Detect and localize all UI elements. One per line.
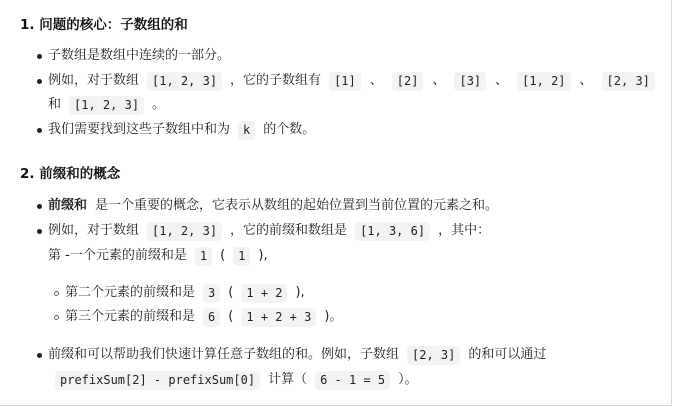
inline-code: 1 + 2: [241, 284, 287, 303]
bullet-dot: [37, 128, 42, 133]
inline-code: [2]: [392, 72, 424, 91]
inline-code: 6 - 1 = 5: [315, 371, 390, 390]
inline-code: [3]: [454, 72, 486, 91]
sub-bullet: [54, 315, 59, 320]
inline-code: [2, 3]: [602, 72, 655, 91]
inline-code: [1]: [329, 72, 361, 91]
list-item: [48, 71, 655, 91]
paren: (: [228, 309, 234, 324]
inline-code: 1: [233, 247, 250, 266]
usage-text: 的和可以通过: [468, 347, 547, 362]
inline-code: [2, 3]: [407, 346, 460, 365]
subarray-definition: 子数组是数组中连续的一部分。: [48, 48, 231, 63]
inline-code: 6: [203, 308, 220, 327]
paren: )。: [324, 309, 343, 324]
inline-code: [1, 2, 3]: [69, 96, 144, 115]
example-text: ，它的前缀和数组是: [230, 223, 348, 238]
section-heading-1: 1. 问题的核心：子数组的和: [20, 17, 188, 33]
goal-text: 的个数。: [263, 122, 316, 137]
separator: 、: [369, 73, 383, 88]
inline-code: 3: [203, 284, 220, 303]
inline-code: [1, 3, 6]: [355, 222, 430, 241]
bullet-dot: [37, 229, 42, 234]
example-text: 例如，对于数组: [48, 223, 140, 238]
sub-bullet: [54, 291, 59, 296]
list-item: [48, 345, 546, 365]
prefix-item-label: 第二个元素的前缀和是: [65, 285, 196, 300]
list-item-continuation: [55, 370, 418, 390]
bullet-dot: [37, 353, 42, 358]
example-text: 。: [152, 97, 166, 112]
paren: ),: [295, 285, 305, 300]
sub-list-item: [65, 283, 305, 303]
separator: 、: [495, 73, 509, 88]
prefix-item-label: 第 -一个元素的前缀和是: [48, 248, 187, 263]
list-item: [48, 120, 315, 140]
sub-list-item: [65, 307, 342, 327]
list-item: [48, 196, 498, 216]
separator: 、: [432, 73, 446, 88]
example-text: 和: [48, 97, 62, 112]
example-text: ，它的子数组有: [230, 73, 322, 88]
section-heading-2: 2. 前缀和的概念: [20, 166, 121, 182]
separator: 、: [579, 73, 593, 88]
inline-code: prefixSum[2] - prefixSum[0]: [55, 371, 260, 390]
bullet-dot: [37, 204, 42, 209]
inline-code: [1, 2, 3]: [147, 72, 222, 91]
prefix-item-label: 第三个元素的前缀和是: [65, 309, 196, 324]
list-item-continuation: [48, 246, 268, 266]
inline-code: 1: [195, 247, 212, 266]
term-bold: 前缀和: [48, 198, 88, 213]
usage-text: 计算（: [268, 372, 308, 387]
inline-code: k: [238, 121, 255, 140]
definition-text: 是一个重要的概念，它表示从数组的起始位置到当前位置的元素之和。: [95, 198, 499, 213]
bullet-dot: [37, 79, 42, 84]
inline-code: 1 + 2 + 3: [241, 308, 316, 327]
usage-text: 前缀和可以帮助我们快速计算任意子数组的和。例如，子数组: [48, 347, 400, 362]
paren: ),: [258, 248, 268, 263]
paren: (: [220, 248, 226, 263]
example-text: ，其中：: [438, 223, 491, 238]
usage-text: ）。: [398, 372, 418, 387]
goal-text: 我们需要找到这些子数组中和为: [48, 122, 231, 137]
paren: (: [228, 285, 234, 300]
example-text: 例如，对于数组: [48, 73, 140, 88]
list-item: [48, 221, 490, 241]
list-item-continuation: [48, 95, 165, 115]
list-item: [48, 46, 230, 66]
bullet-dot: [37, 54, 42, 59]
inline-code: [1, 2]: [517, 72, 570, 91]
inline-code: [1, 2, 3]: [147, 222, 222, 241]
